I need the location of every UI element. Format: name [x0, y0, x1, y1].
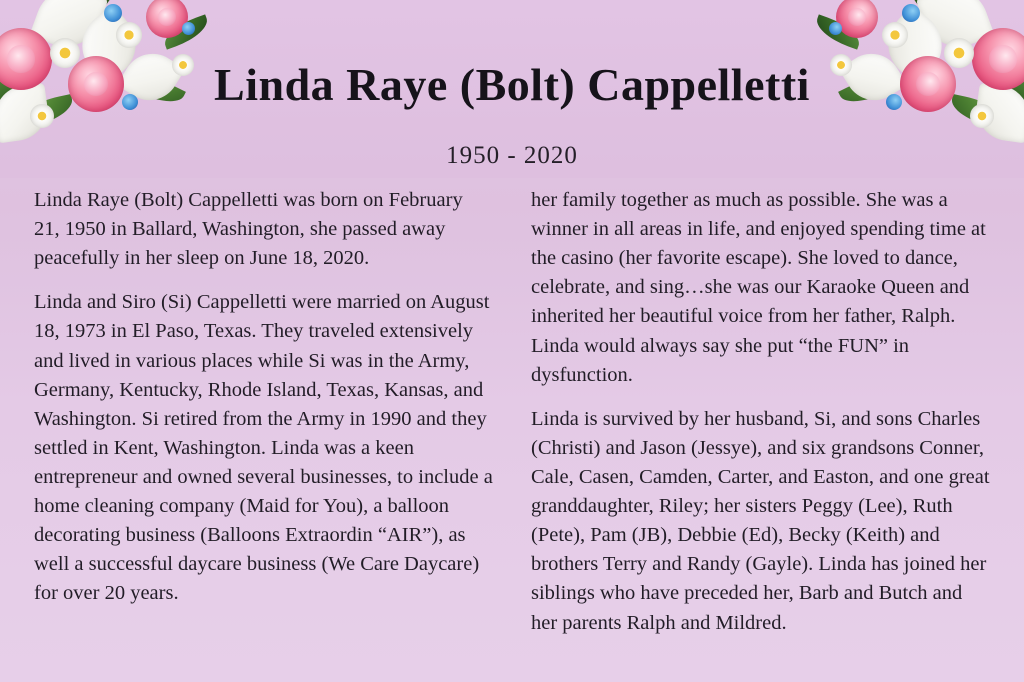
obituary-paragraph: Linda and Siro (Si) Cappelletti were married on August 18, 1973 in El Paso, Texas. They traveled extensively and lived in various places while Si was in the Army, Germany, Kentucky, Rhode Island, Texas, Kansas, and Washington. Si retired from the Army in 1990 and they settled in Kent, Washington. Linda was a keen entrepreneur and owned several businesses, to include a home cleaning company (Maid for You), a balloon decorating business (Balloons Extraordin “AIR”), as well a successful daycare business (We Care Daycare) for over 20 years.	[34, 291, 493, 605]
daisy-flower-icon	[116, 22, 142, 48]
obituary-body	[0, 186, 1024, 682]
page-title: Linda Raye (Bolt) Cappelletti	[214, 59, 810, 110]
obituary-column-left	[34, 186, 493, 682]
obituary-paragraph: Linda Raye (Bolt) Cappelletti was born on February 21, 1950 in Ballard, Washington, she passed away peacefully in her sleep on June 18, 2020.	[34, 189, 463, 270]
leaf-icon	[901, 0, 954, 25]
leaf-icon	[160, 14, 212, 49]
obituary-column-right	[531, 186, 990, 682]
blue-bud-icon	[829, 22, 842, 35]
blue-bud-icon	[182, 22, 195, 35]
rose-flower-icon	[146, 0, 188, 38]
obituary-paragraph: her family together as much as possible. She was a winner in all areas in life, and enjoyed spending time at the casino (her favorite escape). She loved to dance, celebrate, and sing…she was our Karaoke Queen and inherited her beautiful voice from her father, Ralph. Linda would always say she put “the FUN” in dysfunction.	[531, 189, 986, 386]
daisy-flower-icon	[882, 22, 908, 48]
life-dates: 1950 - 2020	[446, 142, 578, 169]
leaf-icon	[812, 14, 864, 49]
leaf-icon	[71, 0, 124, 25]
rose-flower-icon	[836, 0, 878, 38]
lily-flower-icon	[29, 0, 108, 57]
memorial-header	[0, 0, 1024, 182]
blue-bud-icon	[104, 4, 122, 22]
obituary-paragraph: Linda is survived by her husband, Si, and sons Charles (Christi) and Jason (Jessye), and six grandsons Conner, Cale, Casen, Camden, Carter, and Easton, and one great granddaughter, Riley; her sisters Peggy (Lee), Ruth (Pete), Pam (JB), Debbie (Ed), Becky (Keith) and brothers Terry and Randy (Gayle). Linda has joined her siblings who have preceded her, Barb and Butch and her parents Ralph and Mildred.	[531, 407, 990, 634]
blue-bud-icon	[902, 4, 920, 22]
lily-flower-icon	[915, 0, 994, 57]
